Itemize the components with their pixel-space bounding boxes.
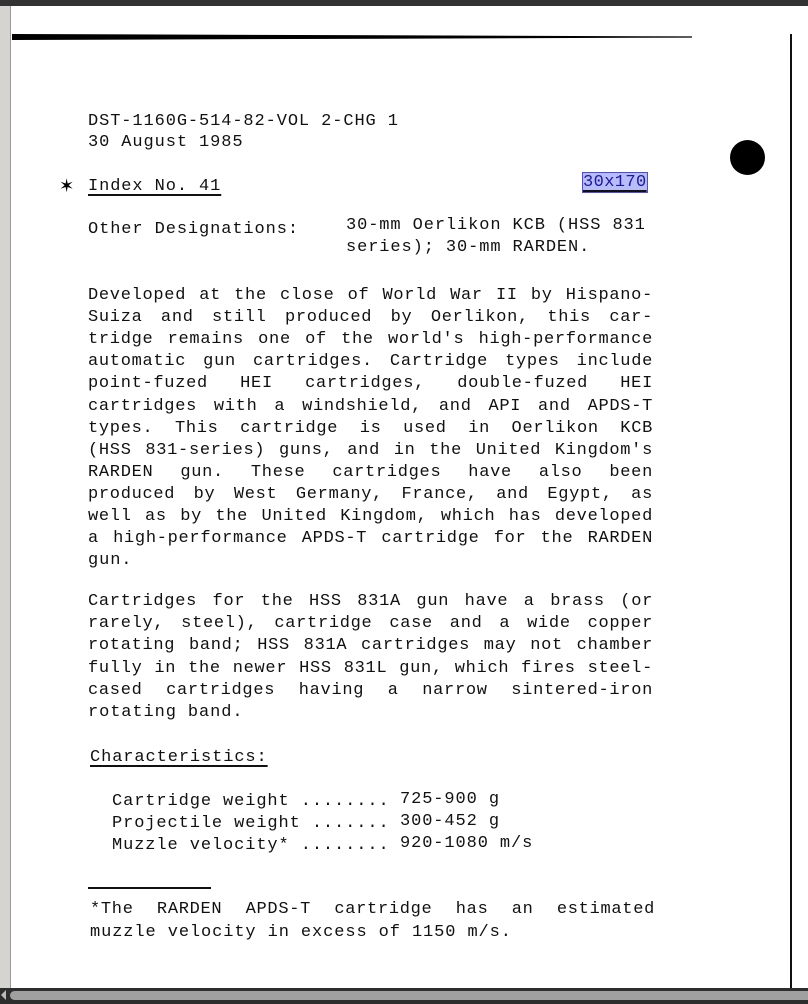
paragraph-line: tridge remains one of the world's high-performance: [88, 330, 653, 349]
paragraph-line: rotating band; HSS 831A cartridges may not chamber: [88, 636, 653, 655]
footnote-rule: [88, 887, 211, 889]
paragraph-line: gun.: [88, 551, 133, 570]
char-value: 920-1080 m/s: [400, 834, 534, 853]
paragraph-line: rotating band.: [88, 703, 244, 722]
designations-line: series); 30-mm RARDEN.: [346, 238, 591, 257]
paragraph-line: Cartridges for the HSS 831A gun have a brass (or: [88, 592, 653, 611]
viewer-top-bar: [0, 0, 808, 6]
char-value: 300-452 g: [400, 812, 500, 831]
paragraph-line: fully in the newer HSS 831L gun, which fires steel-: [88, 659, 653, 678]
char-label: Cartridge weight ........: [112, 792, 390, 811]
paragraph-line: Developed at the close of World War II by Hispano-: [88, 286, 653, 305]
paragraph-line: produced by West Germany, France, and Egypt, as: [88, 485, 653, 504]
paragraph-line: rarely, steel), cartridge case and a wide copper: [88, 614, 653, 633]
scroll-left-arrow-icon[interactable]: [1, 990, 6, 1000]
punch-hole-mark: [730, 140, 765, 175]
caliber-highlight[interactable]: 30x170: [583, 173, 647, 192]
index-number: Index No. 41: [88, 177, 222, 196]
page-top-rule: [12, 34, 692, 40]
caliber-label[interactable]: [583, 172, 647, 194]
document-date: 30 August 1985: [88, 133, 244, 152]
horizontal-scrollbar[interactable]: [0, 988, 808, 1004]
paragraph-line: well as by the United Kingdom, which has developed: [88, 507, 653, 526]
paragraph-line: point-fuzed HEI cartridges, double-fuzed HEI: [88, 374, 653, 393]
char-value: 725-900 g: [400, 790, 500, 809]
footnote-line: muzzle velocity in excess of 1150 m/s.: [90, 923, 512, 942]
characteristics-heading: Characteristics:: [90, 748, 268, 767]
page-right-border: [790, 34, 792, 988]
paragraph-line: (HSS 831-series) guns, and in the United Kingdom's: [88, 441, 653, 460]
star-icon: ✶: [60, 174, 74, 199]
scrollbar-thumb[interactable]: [10, 991, 808, 1000]
paragraph-line: a high-performance APDS-T cartridge for the RARDEN: [88, 529, 653, 548]
paragraph-line: Suiza and still produced by Oerlikon, this car-: [88, 308, 653, 327]
char-label: Projectile weight .......: [112, 814, 390, 833]
paragraph-line: types. This cartridge is used in Oerlikon KCB: [88, 419, 653, 438]
paragraph-line: cartridges with a windshield, and API and APDS-T: [88, 397, 653, 416]
designations-label: Other Designations:: [88, 220, 299, 239]
document-id: DST-1160G-514-82-VOL 2-CHG 1: [88, 112, 399, 131]
designations-line: 30-mm Oerlikon KCB (HSS 831: [346, 216, 646, 235]
footnote-line: *The RARDEN APDS-T cartridge has an estimated: [90, 900, 655, 919]
viewer-left-gutter: [0, 6, 11, 988]
char-label: Muzzle velocity* ........: [112, 836, 390, 855]
paragraph-line: automatic gun cartridges. Cartridge types include: [88, 352, 653, 371]
paragraph-line: cased cartridges having a narrow sintered-iron: [88, 681, 653, 700]
paragraph-line: RARDEN gun. These cartridges have also been: [88, 463, 653, 482]
